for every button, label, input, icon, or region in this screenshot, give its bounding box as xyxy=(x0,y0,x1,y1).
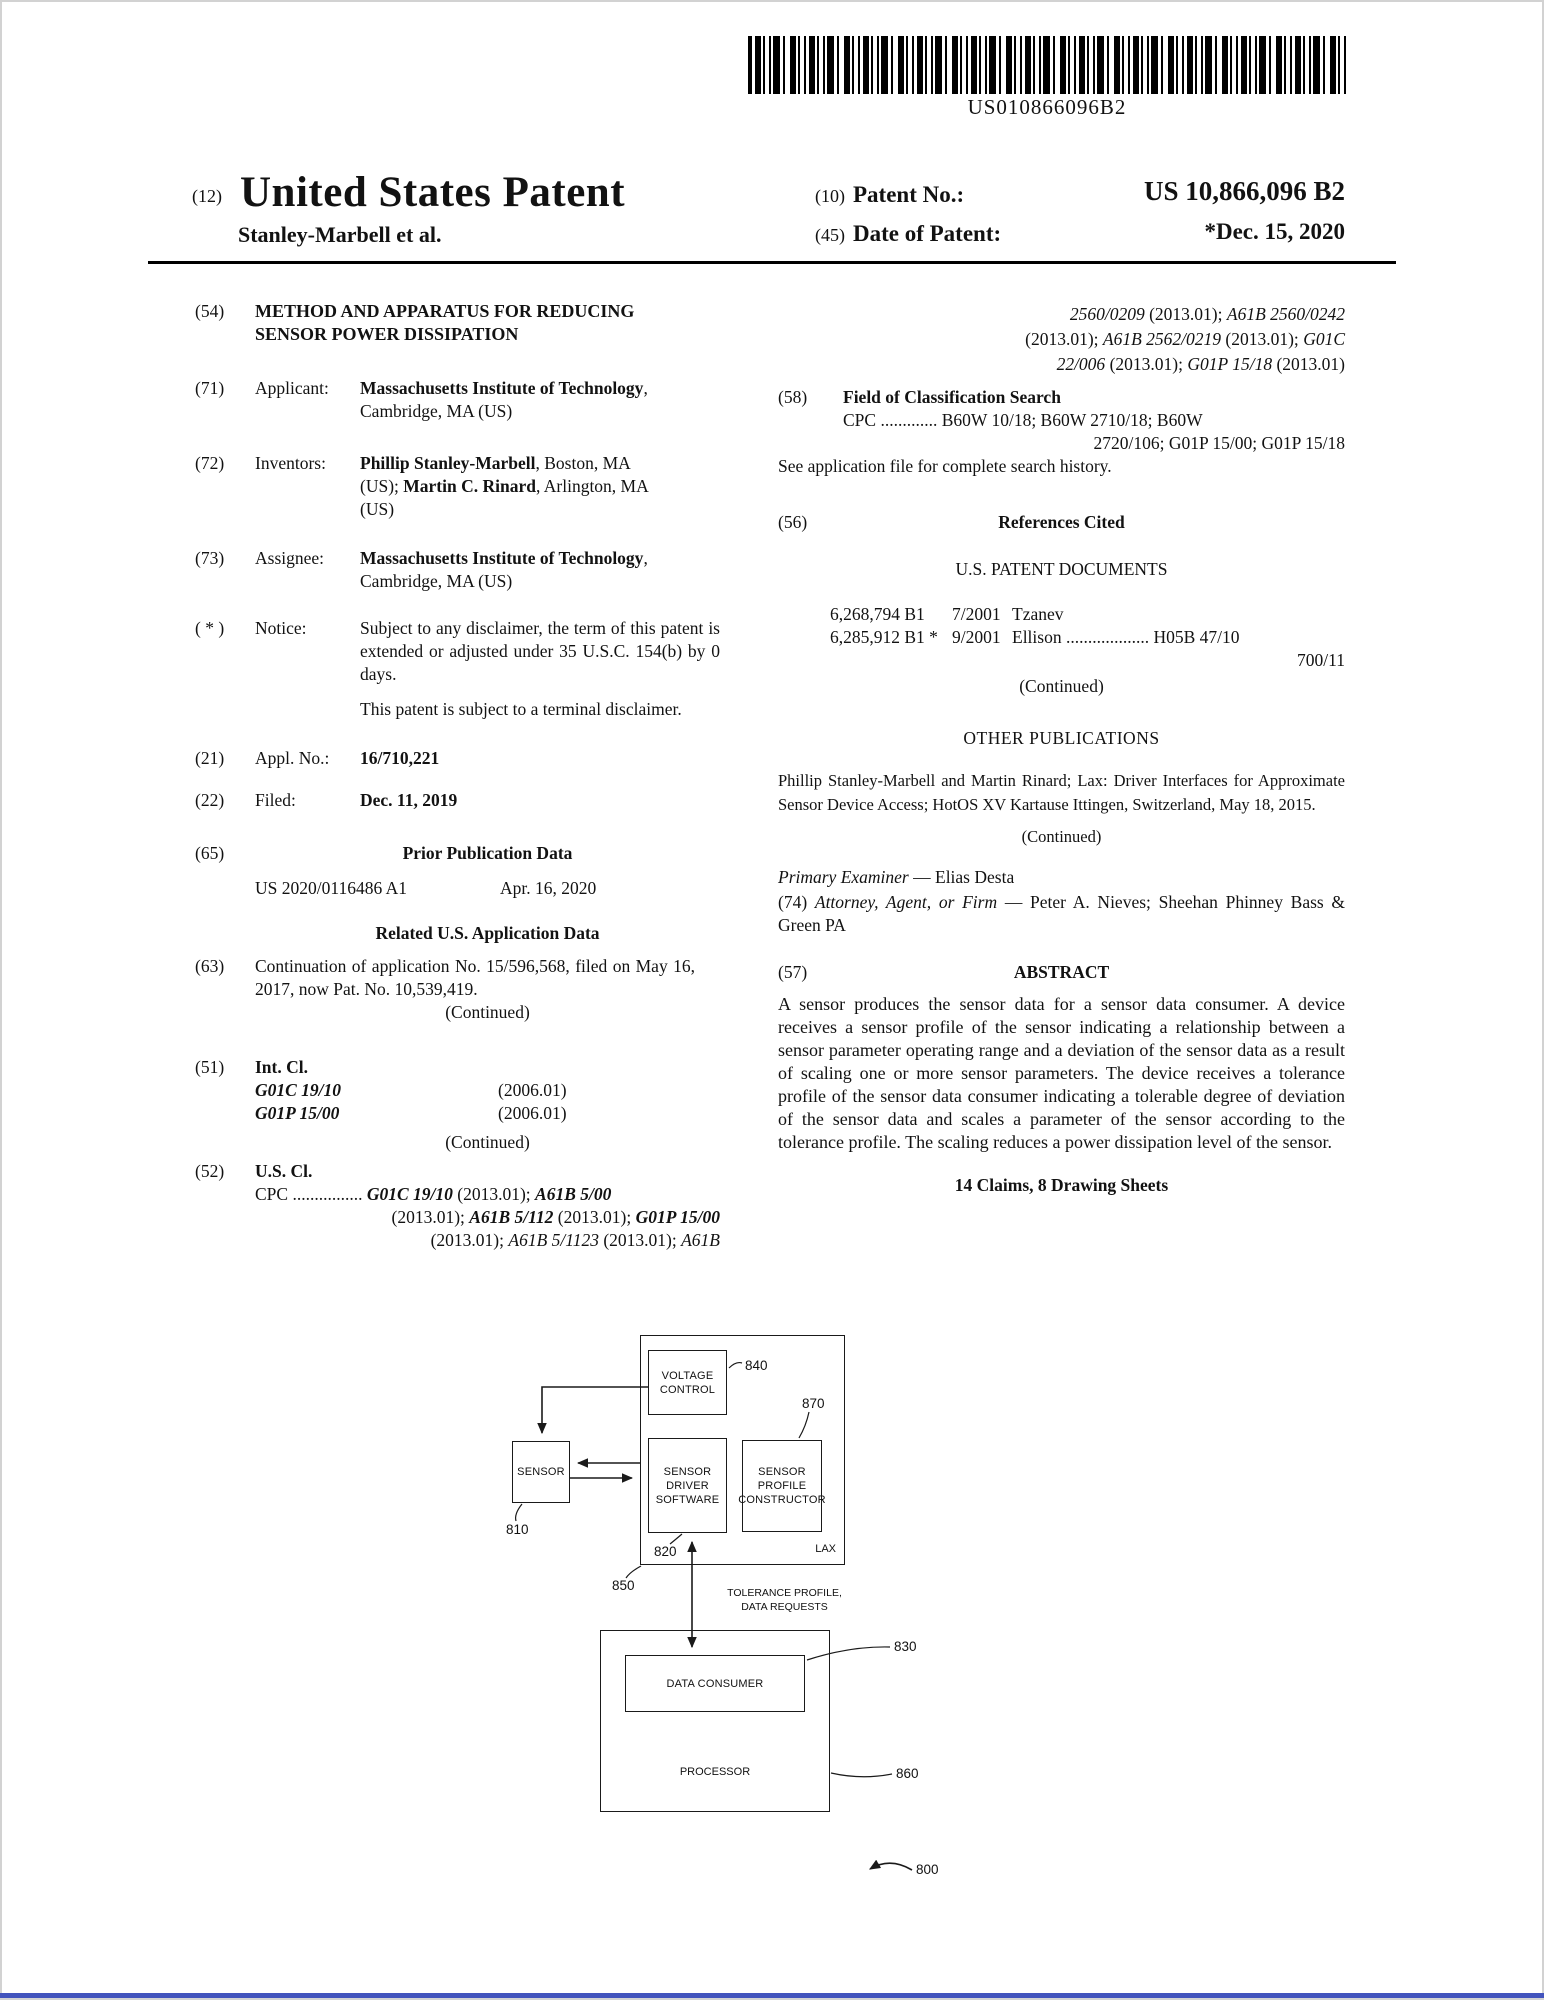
field-search-cpc-2: 2720/106; G01P 15/00; G01P 15/18 xyxy=(1093,433,1345,453)
field-58-num: (58) xyxy=(778,387,808,407)
field-10-num: (10) xyxy=(815,186,845,206)
abstract-text: A sensor produces the sensor data for a sensor data consumer. A device receives a sensor profile of the sensor indicating a relationship between a sensor parameter operating range and a deviation of the sensor data as a result of scaling one or more sensor parameters. The device receives a tolerance profile of the sensor data consumer indicating a tolerable degree of deviation of the sensor data and scales a parameter of the sensor according to the tolerance profile. The scaling reduces a power dissipation level of the sensor. xyxy=(778,994,1345,1152)
section-references-56 xyxy=(778,511,1345,698)
field-57-num: (57) xyxy=(778,962,808,982)
leader-860 xyxy=(831,1773,892,1777)
reference-class-overflow: 700/11 xyxy=(1297,650,1345,670)
applicant-label: Applicant: xyxy=(255,378,329,398)
section-applicant-71 xyxy=(195,377,720,423)
sensor-driver-label: DRIVER xyxy=(666,1479,709,1492)
abstract-heading: ABSTRACT xyxy=(1013,962,1110,982)
section-notice xyxy=(195,617,720,721)
sensor-driver-software-box xyxy=(648,1438,727,1533)
int-cl-year: (2006.01) xyxy=(498,1080,567,1100)
cpc-cont-line: 22/006 (2013.01); G01P 15/18 (2013.01) xyxy=(1056,354,1345,374)
header-divider xyxy=(148,261,1396,264)
section-title-54 xyxy=(195,300,720,346)
voltage-control-label: VOLTAGE xyxy=(661,1369,714,1382)
references-heading: References Cited xyxy=(998,512,1125,532)
profile-constructor-label: CONSTRUCTOR xyxy=(738,1494,826,1506)
document-type-title: United States Patent xyxy=(240,169,626,216)
field-63-num: (63) xyxy=(195,956,225,976)
voltage-control-box xyxy=(648,1350,727,1415)
int-cl-code: G01C 19/10 xyxy=(255,1080,342,1100)
processor-label: PROCESSOR xyxy=(679,1766,751,1778)
us-cl-cpc-line: CPC ................ G01C 19/10 (2013.01); A61B 5/00 xyxy=(255,1184,612,1204)
ref-870: 870 xyxy=(802,1396,825,1411)
field-search-cpc-1: CPC ............. B60W 10/18; B60W 2710/18; B60W xyxy=(843,410,1203,430)
related-continued: (Continued) xyxy=(445,1002,530,1022)
cpc-cont-line: 2560/0209 (2013.01); A61B 2560/0242 xyxy=(1069,304,1345,324)
tolerance-profile-line: DATA REQUESTS xyxy=(741,1601,828,1613)
reference-date: 9/2001 xyxy=(952,627,1001,647)
us-cl-heading: U.S. Cl. xyxy=(255,1161,313,1181)
int-cl-year: (2006.01) xyxy=(498,1103,567,1123)
field-54-num: (54) xyxy=(195,301,225,321)
reference-name: Tzanev xyxy=(1012,604,1064,624)
notice-text-2: This patent is subject to a terminal disclaimer. xyxy=(360,699,682,719)
section-us-cl-52 xyxy=(195,1160,720,1252)
kind-code-12: (12) xyxy=(192,186,222,206)
patent-date-label: Date of Patent: xyxy=(853,221,1002,246)
sensor-driver-label: SENSOR xyxy=(663,1465,712,1478)
field-45-num: (45) xyxy=(815,225,845,245)
ref-800: 800 xyxy=(916,1862,939,1877)
section-int-cl-51 xyxy=(195,1056,720,1154)
figure-800-arrow xyxy=(870,1863,912,1870)
assignee-label: Assignee: xyxy=(255,548,325,568)
us-cl-cpc-line: (2013.01); A61B 5/1123 (2013.01); A61B xyxy=(430,1230,720,1250)
filed-value: Dec. 11, 2019 xyxy=(360,790,458,810)
field-52-num: (52) xyxy=(195,1161,225,1181)
attorney-line xyxy=(778,891,1345,937)
cpc-continuation-block xyxy=(778,302,1345,377)
reference-row xyxy=(830,626,1345,649)
ref-860: 860 xyxy=(896,1766,919,1781)
field-56-num: (56) xyxy=(778,512,808,532)
voltage-control-label: CONTROL xyxy=(659,1383,716,1396)
page-bottom-edge xyxy=(0,1993,1544,1998)
reference-row xyxy=(830,603,1345,626)
ref-850: 850 xyxy=(612,1578,635,1593)
int-cl-heading: Int. Cl. xyxy=(255,1057,308,1077)
profile-constructor-label: PROFILE xyxy=(757,1480,807,1492)
data-consumer-label: DATA CONSUMER xyxy=(666,1677,764,1690)
inventors-label: Inventors: xyxy=(255,453,326,473)
right-column xyxy=(778,302,1345,1197)
leader-810 xyxy=(516,1504,522,1521)
section-field-search-58 xyxy=(778,386,1345,478)
profile-constructor-label: SENSOR xyxy=(758,1466,806,1478)
barcode-number: US010866096B2 xyxy=(967,95,1127,119)
section-inventors-72 xyxy=(195,452,720,521)
int-cl-row xyxy=(255,1079,720,1102)
section-appl-no-21 xyxy=(195,747,720,770)
int-cl-continued: (Continued) xyxy=(445,1132,530,1152)
notice-text-1: Subject to any disclaimer, the term of this patent is extended or adjusted under 35 U.S.C. 154(b) by 0 days. xyxy=(360,618,720,684)
other-pubs-text: Phillip Stanley-Marbell and Martin Rinard; Lax: Driver Interfaces for Approximate Sensor Device Access; HotOS XV Kartause Ittingen, Switzerland, May 18, 2015. xyxy=(778,771,1345,814)
assignee-value: Massachusetts Institute of Technology, Cambridge, MA (US) xyxy=(360,548,648,591)
field-22-num: (22) xyxy=(195,790,225,810)
appl-no-value: 16/710,221 xyxy=(360,748,440,768)
field-51-num: (51) xyxy=(195,1057,225,1077)
barcode-icon xyxy=(748,36,1346,94)
reference-date: 7/2001 xyxy=(952,604,1001,624)
inventors-value: Phillip Stanley-Marbell, Boston, MA (US); Martin C. Rinard, Arlington, MA (US) xyxy=(360,453,648,519)
tolerance-profile-label xyxy=(702,1586,867,1614)
field-search-heading: Field of Classification Search xyxy=(843,387,1061,407)
patent-number-label: Patent No.: xyxy=(853,182,965,207)
ref-810: 810 xyxy=(506,1522,529,1537)
patent-number-value: US 10,866,096 B2 xyxy=(1143,176,1345,206)
section-related-63 xyxy=(195,955,720,1024)
field-21-num: (21) xyxy=(195,748,225,768)
sensor-box xyxy=(512,1441,570,1503)
notice-label: Notice: xyxy=(255,618,307,638)
prior-pub-heading: Prior Publication Data xyxy=(402,843,573,863)
section-abstract-57 xyxy=(778,961,1345,984)
field-search-note: See application file for complete search history. xyxy=(778,456,1112,476)
ref-830: 830 xyxy=(894,1639,917,1654)
prior-pub-number: US 2020/0116486 A1 xyxy=(255,878,408,898)
references-continued: (Continued) xyxy=(1019,676,1104,696)
tolerance-profile-line: TOLERANCE PROFILE, xyxy=(727,1587,842,1599)
voltage-control-to-sensor-arrow xyxy=(542,1387,648,1433)
field-65-num: (65) xyxy=(195,843,225,863)
section-other-publications xyxy=(778,727,1345,849)
inventor-byline: Stanley-Marbell et al. xyxy=(238,222,442,247)
us-cl-cpc-line: (2013.01); A61B 5/112 (2013.01); G01P 15/00 xyxy=(391,1207,720,1227)
attorney-text: Attorney, Agent, or Firm — Peter A. Nieves; Sheehan Phinney Bass & Green PA xyxy=(778,892,1346,935)
int-cl-row xyxy=(255,1102,720,1125)
other-pubs-continued: (Continued) xyxy=(1021,827,1102,846)
sensor-label: SENSOR xyxy=(517,1466,565,1478)
field-72-num: (72) xyxy=(195,453,225,473)
applicant-value: Massachusetts Institute of Technology, Cambridge, MA (US) xyxy=(360,378,648,421)
related-text: Continuation of application No. 15/596,568, filed on May 16, 2017, now Pat. No. 10,539,419. xyxy=(255,956,695,999)
reference-patent: 6,268,794 B1 xyxy=(830,604,925,624)
section-filed-22 xyxy=(195,789,720,812)
int-cl-code: G01P 15/00 xyxy=(255,1103,340,1123)
field-star-num: ( * ) xyxy=(195,618,225,638)
ref-820: 820 xyxy=(654,1544,677,1559)
sensor-profile-constructor-box xyxy=(738,1440,826,1532)
field-71-num: (71) xyxy=(195,378,225,398)
cpc-cont-line: (2013.01); A61B 2562/0219 (2013.01); G01C xyxy=(1025,329,1345,349)
related-data-heading: Related U.S. Application Data xyxy=(375,923,600,943)
data-consumer-box xyxy=(625,1655,805,1712)
reference-name: Ellison ................... H05B 47/10 xyxy=(1012,627,1240,647)
ref-840: 840 xyxy=(745,1358,768,1373)
primary-examiner-line: Primary Examiner — Elias Desta xyxy=(778,867,1015,887)
us-patent-documents-heading: U.S. PATENT DOCUMENTS xyxy=(955,559,1168,579)
front-page-drawing xyxy=(430,1330,1060,1930)
left-column xyxy=(195,300,720,1252)
leader-850 xyxy=(626,1566,641,1578)
patent-date-value: *Dec. 15, 2020 xyxy=(1204,219,1345,244)
section-prior-pub-65 xyxy=(195,842,720,900)
prior-pub-date: Apr. 16, 2020 xyxy=(500,878,597,898)
appl-no-label: Appl. No.: xyxy=(255,748,330,768)
claims-drawings-line: 14 Claims, 8 Drawing Sheets xyxy=(954,1175,1169,1195)
lax-label: LAX xyxy=(815,1543,836,1555)
other-pubs-heading: OTHER PUBLICATIONS xyxy=(963,728,1160,748)
filed-label: Filed: xyxy=(255,790,296,810)
section-assignee-73 xyxy=(195,547,720,593)
field-73-num: (73) xyxy=(195,548,225,568)
field-74-num: (74) xyxy=(778,892,808,912)
reference-patent: 6,285,912 B1 * xyxy=(830,627,938,647)
sensor-driver-label: SOFTWARE xyxy=(655,1493,720,1506)
invention-title: METHOD AND APPARATUS FOR REDUCING SENSOR POWER DISSIPATION xyxy=(255,301,635,344)
